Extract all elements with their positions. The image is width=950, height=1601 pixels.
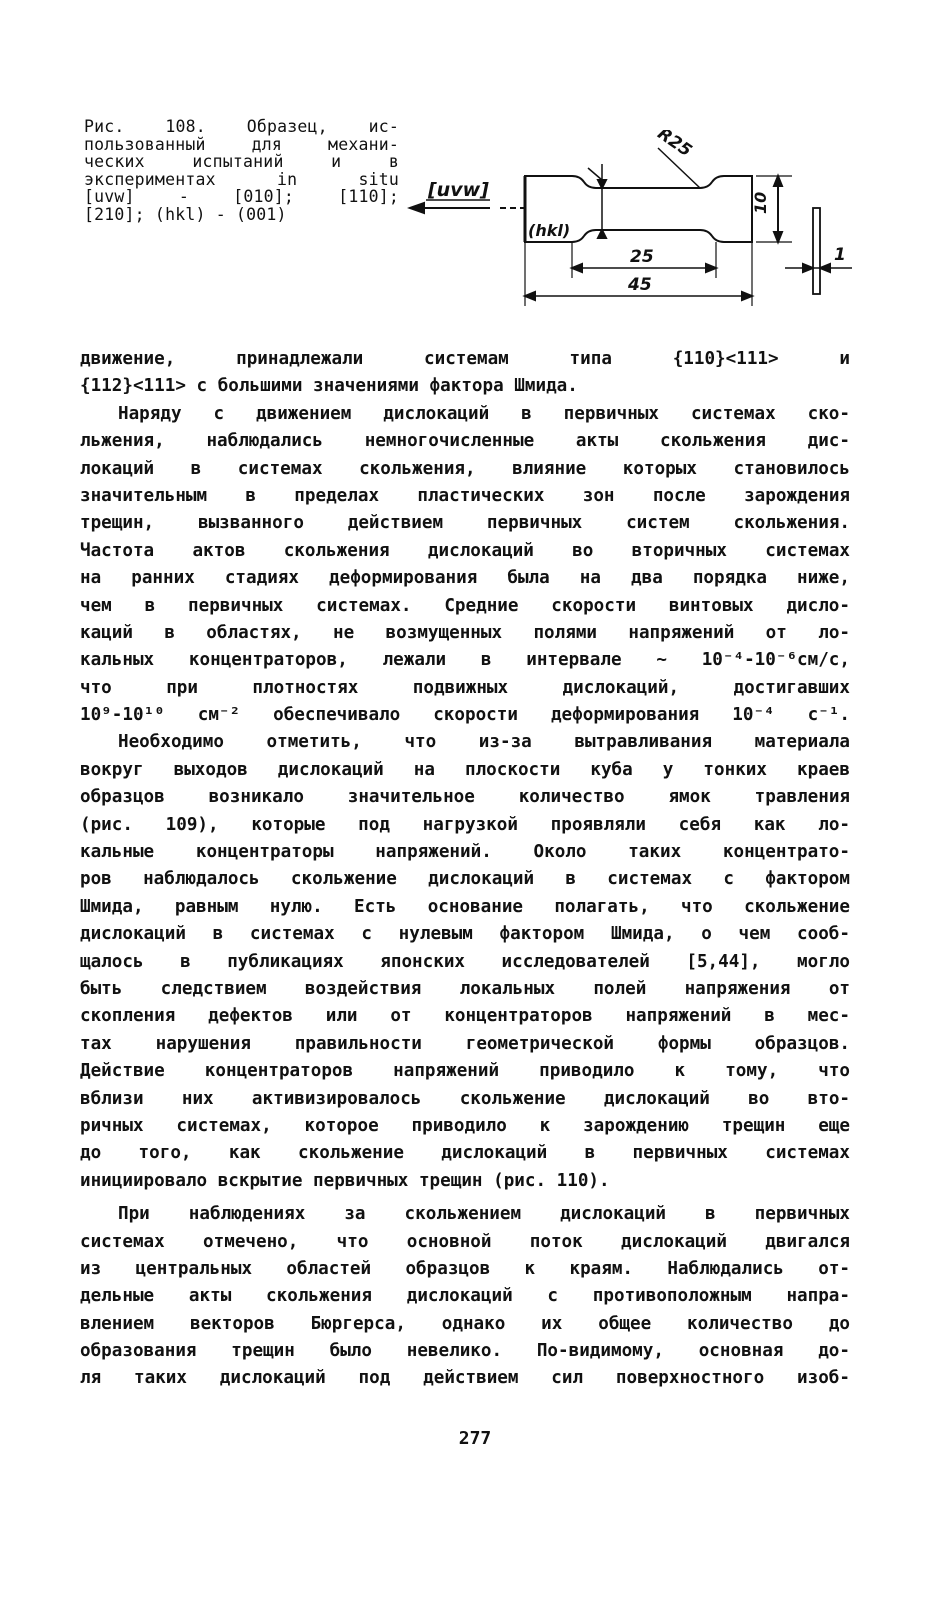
text-line: дислокаций в системах с нулевым фактором Шмида, о чем сооб- bbox=[80, 924, 850, 945]
text-line: скопления дефектов или от концентраторов напряжений в мес- bbox=[80, 1006, 850, 1027]
text-line: кальные концентраторы напряжений. Около таких концентрато- bbox=[80, 842, 850, 863]
text-line: влением векторов Бюргерса, однако их общее количество до bbox=[80, 1313, 850, 1334]
specimen-svg bbox=[400, 130, 860, 320]
text-line: инициировало вскрытие первичных трещин (рис. 110). bbox=[80, 1170, 610, 1191]
height-label: 10 bbox=[751, 191, 770, 214]
body-text bbox=[80, 346, 850, 1393]
text-line: кальных концентраторов, лежали в интервале ~ 10⁻⁴-10⁻⁶см/с, bbox=[80, 650, 850, 671]
neck-arrow-top bbox=[598, 180, 606, 188]
text-line: При наблюдениях за скольжением дислокаций в первичных bbox=[118, 1204, 850, 1225]
height-arrow-top bbox=[774, 176, 782, 186]
text-line: чем в первичных системах. Средние скорости винтовых дисло- bbox=[80, 595, 850, 616]
specimen-drawing bbox=[400, 130, 860, 320]
text-line: что при плотностях подвижных дислокаций, достигавших bbox=[80, 677, 850, 698]
caption-line: Рис. 108. Образец, ис- bbox=[84, 117, 399, 136]
text-line: локаций в системах скольжения, влияние которых становилось bbox=[80, 458, 850, 479]
uvw-arrow-head bbox=[410, 203, 424, 213]
caption-line: [210]; (hkl) - (001) bbox=[84, 204, 287, 224]
text-line: тах нарушения правильности геометрической формы образцов. bbox=[80, 1033, 850, 1054]
text-line: Необходимо отметить, что из-за вытравливания материала bbox=[118, 732, 850, 753]
text-line: щалось в публикациях японских исследователей [5,44], могло bbox=[80, 951, 850, 972]
text-line: Шмида, равным нулю. Есть основание полагать, что скольжение bbox=[80, 896, 850, 917]
thickness-label: 1 bbox=[834, 245, 846, 265]
text-line: образования трещин было невелико. По-видимому, основная до- bbox=[80, 1341, 850, 1362]
caption-line: экспериментах in situ bbox=[84, 169, 399, 189]
caption-line: ческих испытаний и в bbox=[84, 152, 399, 171]
text-line: на ранних стадиях деформирования была на два порядка ниже, bbox=[80, 568, 850, 589]
radius-label: R25 bbox=[653, 130, 696, 162]
page-number: 277 bbox=[458, 1428, 492, 1449]
text-line: вокруг выходов дислокаций на плоскости куба у тонких краев bbox=[80, 759, 850, 780]
caption-line: пользованный для механи- bbox=[84, 134, 399, 154]
inner-length-arrow-left bbox=[572, 264, 582, 272]
text-line: 10⁹-10¹⁰ см⁻² обеспечивало скорости деформирования 10⁻⁴ с⁻¹. bbox=[80, 705, 850, 726]
text-line: Частота актов скольжения дислокаций во вторичных системах bbox=[80, 540, 850, 561]
text-line: трещин, вызванного действием первичных систем скольжения. bbox=[80, 513, 850, 534]
specimen-side-view bbox=[813, 208, 820, 294]
text-line: до того, как скольжение дислокаций в первичных системах bbox=[80, 1143, 850, 1164]
text-line: образцов возникало значительное количество ямок травления bbox=[80, 787, 850, 808]
text-line: льжения, наблюдались немногочисленные акты скольжения дис- bbox=[80, 431, 850, 452]
text-line: движение, принадлежали системам типа {110}<111> и bbox=[80, 349, 850, 369]
neck-arrow-bottom bbox=[598, 230, 606, 238]
text-line: {112}<111> с большими значениями фактора Шмида. bbox=[80, 376, 578, 397]
thickness-arrow-right bbox=[820, 264, 830, 272]
text-line: Наряду с движением дислокаций в первичных системах ско- bbox=[118, 403, 850, 424]
text-line: системах отмечено, что основной поток дислокаций двигался bbox=[80, 1231, 850, 1252]
total-length-label: 45 bbox=[628, 275, 652, 295]
total-length-arrow-right bbox=[742, 292, 752, 300]
hkl-label: (hkl) bbox=[528, 221, 571, 240]
text-line: из центральных областей образцов к краям. Наблюдались от- bbox=[80, 1258, 850, 1279]
text-line: значительным в пределах пластических зон после зарождения bbox=[80, 485, 850, 506]
text-line: быть следствием воздействия локальных полей напряжения от bbox=[80, 978, 850, 999]
text-line: каций в областях, не возмущенных полями напряжений от ло- bbox=[80, 622, 850, 643]
caption-line: [uvw] - [010]; [110]; bbox=[84, 187, 399, 206]
height-arrow-bottom bbox=[774, 232, 782, 242]
inner-length-arrow-right bbox=[706, 264, 716, 272]
text-line: ричных системах, которое приводило к зарождению трещин еще bbox=[80, 1115, 850, 1136]
text-line: дельные акты скольжения дислокаций с противоположным напра- bbox=[80, 1286, 850, 1307]
text-line: вблизи них активизировалось скольжение дислокаций во вто- bbox=[80, 1088, 850, 1109]
text-line: ля таких дислокаций под действием сил поверхностного изоб- bbox=[80, 1368, 850, 1389]
neck-leader bbox=[588, 168, 602, 180]
text-line: (рис. 109), которые под нагрузкой проявляли себя как ло- bbox=[80, 814, 850, 835]
text-line: ров наблюдалось скольжение дислокаций в системах с фактором bbox=[80, 869, 850, 890]
uvw-label: [uvw] bbox=[428, 179, 489, 201]
inner-length-label: 25 bbox=[630, 247, 654, 267]
total-length-arrow-left bbox=[525, 292, 535, 300]
text-line: Действие концентраторов напряжений приводило к тому, что bbox=[80, 1061, 850, 1082]
figure-caption bbox=[84, 118, 399, 223]
thickness-arrow-left bbox=[803, 264, 813, 272]
